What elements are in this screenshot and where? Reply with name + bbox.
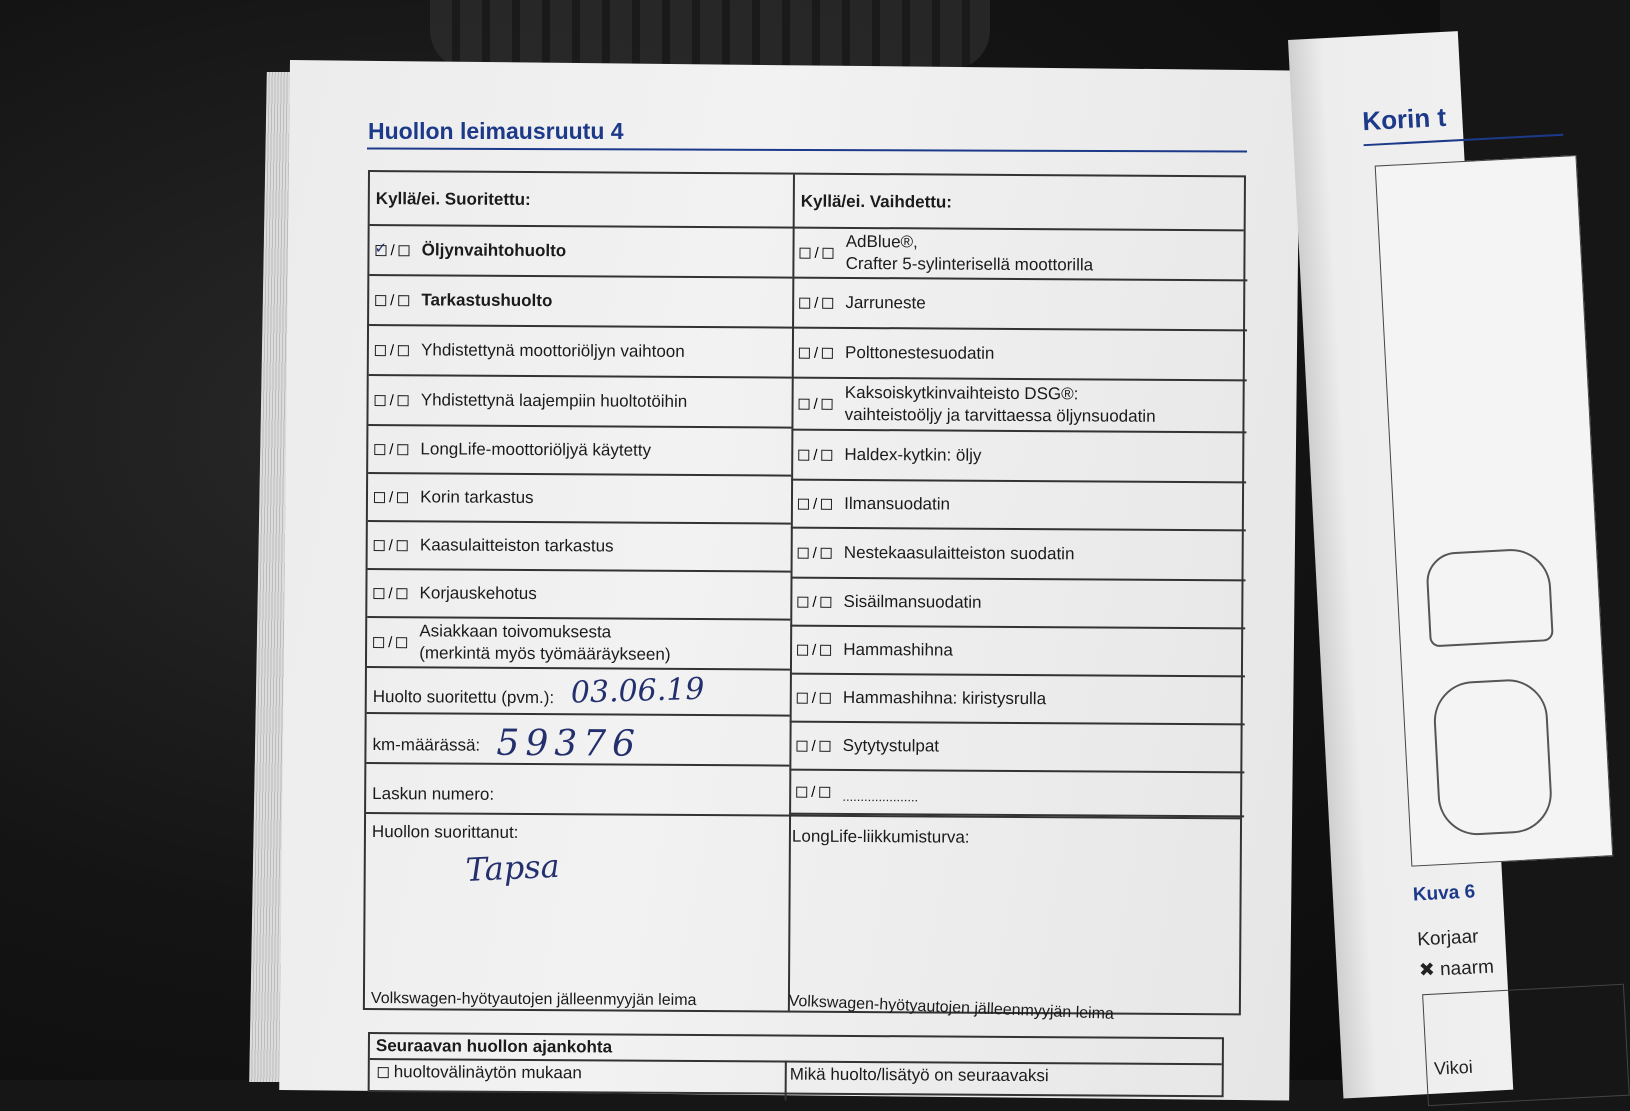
service-item-text-2: vaihteistoöljy ja tarvittaessa öljynsuodatin <box>845 404 1156 428</box>
checkbox-separator: / <box>813 495 817 512</box>
checkbox-separator: / <box>390 292 394 309</box>
yes-checkbox[interactable] <box>373 637 384 648</box>
yes-checkbox[interactable] <box>796 740 807 751</box>
service-item-text: Korin tarkastus <box>420 486 534 509</box>
service-item-text: Kaasulaitteiston tarkastus <box>420 534 614 557</box>
service-item-text: Hammashihna <box>843 639 953 662</box>
service-item-text: Jarruneste <box>845 292 925 314</box>
service-table <box>363 170 1246 1015</box>
service-item-label <box>843 591 981 614</box>
no-checkbox[interactable] <box>399 245 410 256</box>
service-item-label <box>846 231 1094 277</box>
service-item-text: Kaksoiskytkinvaihteisto DSG®: <box>845 382 1156 406</box>
service-row <box>375 326 685 376</box>
row-rule <box>367 712 790 716</box>
service-item-text-2: (merkintä myös työmääräykseen) <box>419 642 670 666</box>
checkbox-separator: / <box>388 585 392 602</box>
yes-checkbox[interactable] <box>375 295 386 306</box>
yes-no-checkboxes <box>799 244 833 261</box>
right-page-text-3: Vikoi <box>1434 1057 1474 1080</box>
service-item-text-2: Crafter 5-sylinterisellä moottorilla <box>846 253 1094 277</box>
yes-no-checkboxes <box>373 585 407 602</box>
yes-checkbox[interactable]: ✓ <box>375 245 386 256</box>
yes-no-checkboxes <box>375 292 409 309</box>
service-item-label <box>843 735 940 758</box>
service-row <box>797 579 981 626</box>
service-row <box>799 329 995 378</box>
yes-no-checkboxes <box>374 489 408 506</box>
row-rule <box>367 666 790 670</box>
service-row <box>798 431 981 480</box>
yes-checkbox[interactable] <box>375 395 386 406</box>
service-row <box>374 426 651 474</box>
checkbox-separator: / <box>390 242 394 259</box>
service-item-label <box>844 542 1075 565</box>
service-item-label <box>422 239 567 262</box>
km-label: km-määrässä: <box>372 735 480 756</box>
service-row <box>373 570 537 617</box>
service-row <box>798 481 950 528</box>
yes-checkbox[interactable] <box>798 547 809 558</box>
service-item-label <box>420 486 534 509</box>
service-item-label <box>842 776 918 808</box>
checkbox-separator: / <box>388 634 392 651</box>
yes-no-checkboxes <box>375 392 409 409</box>
right-page-box <box>1422 984 1630 1106</box>
service-item-label <box>421 389 688 413</box>
service-item-text: Ilmansuodatin <box>844 493 950 516</box>
no-checkbox[interactable] <box>397 444 408 455</box>
checkbox-separator: / <box>389 441 393 458</box>
service-row <box>374 376 687 426</box>
yes-no-checkboxes <box>796 783 830 800</box>
service-item-text: Korjauskehotus <box>420 582 537 605</box>
yes-no-checkboxes <box>799 294 833 311</box>
yes-checkbox[interactable] <box>373 588 384 599</box>
service-item-label <box>845 342 994 365</box>
service-item-text: Sytytystulpat <box>843 735 940 758</box>
service-row <box>798 379 1155 431</box>
checkbox-separator: / <box>813 544 817 561</box>
right-column <box>370 172 1244 177</box>
no-checkbox[interactable] <box>397 588 408 599</box>
checkbox-separator: / <box>814 294 818 311</box>
no-checkbox[interactable] <box>821 547 832 558</box>
yes-checkbox[interactable] <box>797 692 808 703</box>
no-checkbox[interactable] <box>398 295 409 306</box>
yes-no-checkboxes <box>798 544 832 561</box>
service-item-text: LongLife-moottoriöljyä käytetty <box>420 438 651 461</box>
service-item-label <box>845 292 925 314</box>
no-checkbox[interactable] <box>398 395 409 406</box>
yes-no-checkboxes <box>798 446 832 463</box>
next-service-divider <box>785 1061 787 1101</box>
title-rule <box>367 147 1247 152</box>
no-checkbox[interactable] <box>821 449 832 460</box>
service-row <box>796 771 918 814</box>
yes-checkbox[interactable] <box>798 498 809 509</box>
left-header: Kyllä/ei. Suoritettu: <box>376 189 531 210</box>
no-checkbox[interactable] <box>821 498 832 509</box>
blank-entry-line: ..................... <box>842 786 918 808</box>
right-header: Kyllä/ei. Vaihdettu: <box>801 192 952 213</box>
service-item-text: Tarkastushuolto <box>421 289 552 312</box>
service-row <box>373 618 671 668</box>
checkbox-separator: / <box>389 489 393 506</box>
yes-no-checkboxes <box>374 537 408 554</box>
no-checkbox[interactable] <box>398 345 409 356</box>
no-checkbox[interactable] <box>822 297 833 308</box>
yes-checkbox[interactable] <box>374 492 385 503</box>
service-item-text: Nestekaasulaitteiston suodatin <box>844 542 1075 565</box>
no-checkbox[interactable] <box>819 786 830 797</box>
service-row <box>799 229 1093 279</box>
service-item-text: Öljynvaihtohuolto <box>422 239 567 262</box>
checkbox-separator: / <box>814 344 818 361</box>
right-page-title: Korin t <box>1362 102 1447 137</box>
yes-checkbox[interactable] <box>799 347 810 358</box>
yes-no-checkboxes <box>375 342 409 359</box>
yes-checkbox[interactable] <box>375 345 386 356</box>
yes-no-checkboxes <box>797 641 831 658</box>
service-item-label <box>420 582 537 605</box>
left-column <box>370 172 1244 177</box>
checkbox-separator: / <box>811 783 815 800</box>
service-item-label <box>844 444 981 467</box>
checkbox-separator: / <box>389 537 393 554</box>
page-title: Huollon leimausruutu 4 <box>368 118 624 145</box>
service-item-label <box>421 339 685 363</box>
checkbox-separator: / <box>814 244 818 261</box>
service-item-label <box>420 534 614 557</box>
service-item-label <box>420 438 651 461</box>
no-checkbox[interactable] <box>396 637 407 648</box>
checkbox-separator: / <box>811 737 815 754</box>
performed-by-label: Huollon suorittanut: <box>372 822 519 843</box>
service-row <box>797 627 953 674</box>
service-item-label <box>844 493 950 516</box>
service-item-label <box>421 289 552 312</box>
service-item-text: Yhdistettynä laajempiin huoltotöihin <box>421 389 688 413</box>
next-service-right-item: Mikä huolto/lisätyö on seuraavaksi <box>790 1065 1049 1087</box>
no-checkbox[interactable] <box>820 692 831 703</box>
next-service-left-label: huoltovälinäytön mukaan <box>394 1062 582 1083</box>
service-row <box>799 279 926 328</box>
yes-checkbox[interactable] <box>797 644 808 655</box>
service-item-text: Haldex-kytkin: öljy <box>844 444 981 467</box>
service-row <box>375 276 552 325</box>
yes-no-checkboxes <box>798 495 832 512</box>
yes-checkbox[interactable] <box>374 540 385 551</box>
no-checkbox[interactable] <box>820 644 831 655</box>
service-item-text: Sisäilmansuodatin <box>843 591 981 614</box>
no-checkbox[interactable] <box>820 740 831 751</box>
service-item-text: Yhdistettynä moottoriöljyn vaihtoon <box>421 339 685 363</box>
no-checkbox[interactable] <box>823 247 834 258</box>
yes-no-checkboxes <box>796 737 830 754</box>
service-item-text: Asiakkaan toivomuksesta <box>419 620 670 644</box>
checkbox[interactable] <box>378 1067 389 1078</box>
checkbox-separator: / <box>390 392 394 409</box>
service-item-label <box>419 620 671 666</box>
service-item-label <box>843 639 953 662</box>
next-service-left-item <box>378 1062 582 1083</box>
service-item-text: Polttonestesuodatin <box>845 342 994 365</box>
yes-checkbox[interactable] <box>796 786 807 797</box>
checkbox-separator: / <box>814 395 818 412</box>
checkbox-separator: / <box>812 593 816 610</box>
no-checkbox[interactable] <box>822 398 833 409</box>
yes-no-checkboxes <box>374 441 408 458</box>
checkbox-separator: / <box>812 641 816 658</box>
service-date-label: Huolto suoritettu (pvm.): <box>373 687 555 708</box>
service-row <box>798 529 1075 579</box>
service-item-text: Hammashihna: kiristysrulla <box>843 687 1046 710</box>
yes-checkbox[interactable] <box>799 398 810 409</box>
next-service-box <box>368 1032 1224 1097</box>
performed-by-signature: Tapsa <box>465 847 561 889</box>
yes-no-checkboxes <box>799 344 833 361</box>
stamp-right: Volkswagen-hyötyautojen jälleenmyyjän leima <box>788 993 1114 1024</box>
service-row <box>796 723 939 770</box>
no-checkbox[interactable] <box>397 492 408 503</box>
service-date-value: 03.06.19 <box>570 672 705 711</box>
right-page-text-1: Korjaar <box>1417 926 1479 951</box>
right-page-text-2: ✖ naarm <box>1418 956 1494 983</box>
stamp-left: Volkswagen-hyötyautojen jälleenmyyjän leima <box>371 990 697 1010</box>
no-checkbox[interactable] <box>397 540 408 551</box>
checkbox-separator: / <box>813 446 817 463</box>
van-top-illustration <box>1432 677 1554 837</box>
km-value: 59376 <box>496 723 641 765</box>
service-row <box>374 522 614 569</box>
yes-no-checkboxes <box>797 593 831 610</box>
yes-checkbox[interactable] <box>374 444 385 455</box>
service-item-label <box>845 382 1156 428</box>
service-row <box>375 226 566 275</box>
column-divider <box>788 175 795 1011</box>
yes-no-checkboxes <box>797 689 831 706</box>
service-row <box>374 474 534 521</box>
checkbox-separator: / <box>390 342 394 359</box>
yes-checkbox[interactable] <box>798 449 809 460</box>
yes-no-checkboxes <box>373 634 407 651</box>
service-item-text: AdBlue®, <box>846 231 1094 255</box>
service-row <box>797 675 1047 723</box>
no-checkbox[interactable] <box>822 347 833 358</box>
van-front-illustration <box>1425 547 1554 647</box>
service-item-label <box>843 687 1046 710</box>
yes-checkbox[interactable] <box>797 596 808 607</box>
next-service-title: Seuraavan huollon ajankohta <box>376 1036 612 1057</box>
checkbox-separator: / <box>812 689 816 706</box>
yes-no-checkboxes <box>799 395 833 412</box>
yes-checkbox[interactable] <box>799 247 810 258</box>
figure-caption: Kuva 6 <box>1412 881 1475 906</box>
yes-no-checkboxes <box>375 242 409 259</box>
no-checkbox[interactable] <box>821 596 832 607</box>
yes-checkbox[interactable] <box>799 297 810 308</box>
longlife-label: LongLife-liikkumisturva: <box>792 827 970 848</box>
invoice-label: Laskun numero: <box>372 784 494 805</box>
